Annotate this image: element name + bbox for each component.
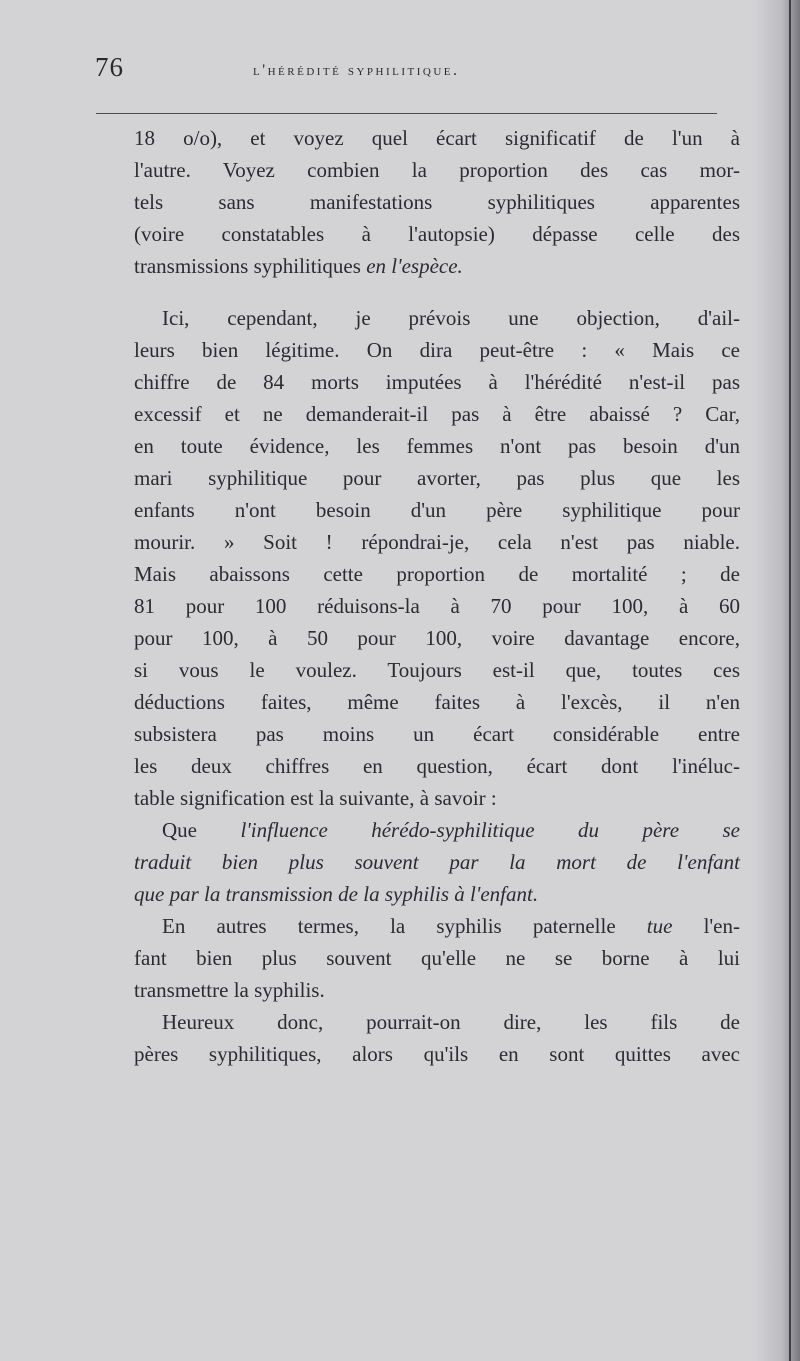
italic-segment: l'influence hérédo-syphilitique du père se [240, 818, 740, 842]
text-line: fant bien plus souvent qu'elle ne se borne à lui [134, 946, 740, 970]
text-line [134, 814, 740, 846]
body-text [134, 122, 740, 1070]
text-line [134, 250, 740, 282]
text-line: tels sans manifestations syphilitiques apparentes [134, 190, 740, 214]
page-header [95, 52, 715, 92]
text-line: table signification est la suivante, à savoir : [134, 786, 497, 810]
text-line: déductions faites, même faites à l'excès, il n'en [134, 690, 740, 714]
text-line [134, 910, 740, 942]
italic-segment: en l'espèce. [366, 254, 463, 278]
page-edge [789, 0, 791, 1361]
text-line: les deux chiffres en question, écart dont l'inéluc- [134, 754, 740, 778]
text-line: enfants n'ont besoin d'un père syphilitique pour [134, 498, 740, 522]
paragraph-gap [134, 282, 740, 302]
text-line: mari syphilitique pour avorter, pas plus que les [134, 466, 740, 490]
text-line: subsistera pas moins un écart considérable entre [134, 722, 740, 746]
text-line: transmettre la syphilis. [134, 978, 325, 1002]
text-line: pères syphilitiques, alors qu'ils en sont quittes avec [134, 1042, 740, 1066]
text-line: chiffre de 84 morts imputées à l'hérédité n'est-il pas [134, 370, 740, 394]
text-line: Heureux donc, pourrait-on dire, les fils de [162, 1010, 740, 1034]
text-line: (voire constatables à l'autopsie) dépasse celle des [134, 222, 740, 246]
page-number: 76 [95, 52, 124, 82]
text-segment: Que [162, 818, 241, 842]
text-segment: transmissions syphilitiques [134, 254, 367, 278]
text-line: mourir. » Soit ! répondrai-je, cela n'est pas niable. [134, 530, 740, 554]
text-line: 81 pour 100 réduisons-la à 70 pour 100, à 60 [134, 594, 740, 618]
text-line: Mais abaissons cette proportion de mortalité ; de [134, 562, 740, 586]
text-segment: En autres termes, la syphilis paternelle [162, 914, 647, 938]
text-line: pour 100, à 50 pour 100, voire davantage encore, [134, 626, 740, 650]
text-line: leurs bien légitime. On dira peut-être : « Mais ce [134, 338, 740, 362]
text-line: Ici, cependant, je prévois une objection, d'ail- [162, 306, 740, 330]
text-line: que par la transmission de la syphilis à l'enfant. [134, 882, 539, 906]
text-segment: l'en- [672, 914, 741, 938]
text-line: en toute évidence, les femmes n'ont pas besoin d'un [134, 434, 740, 458]
italic-segment: tue [646, 914, 673, 938]
text-line: si vous le voulez. Toujours est-il que, toutes ces [134, 658, 740, 682]
binding-shadow [754, 0, 800, 1361]
text-line: l'autre. Voyez combien la proportion des cas mor- [134, 158, 740, 182]
text-line: traduit bien plus souvent par la mort de l'enfant [134, 850, 740, 874]
header-rule [96, 113, 717, 114]
running-title: l'hérédité syphilitique. [253, 62, 460, 79]
text-line: 18 o/o), et voyez quel écart significatif de l'un à [134, 126, 740, 150]
text-line: excessif et ne demanderait-il pas à être abaissé ? Car, [134, 402, 740, 426]
